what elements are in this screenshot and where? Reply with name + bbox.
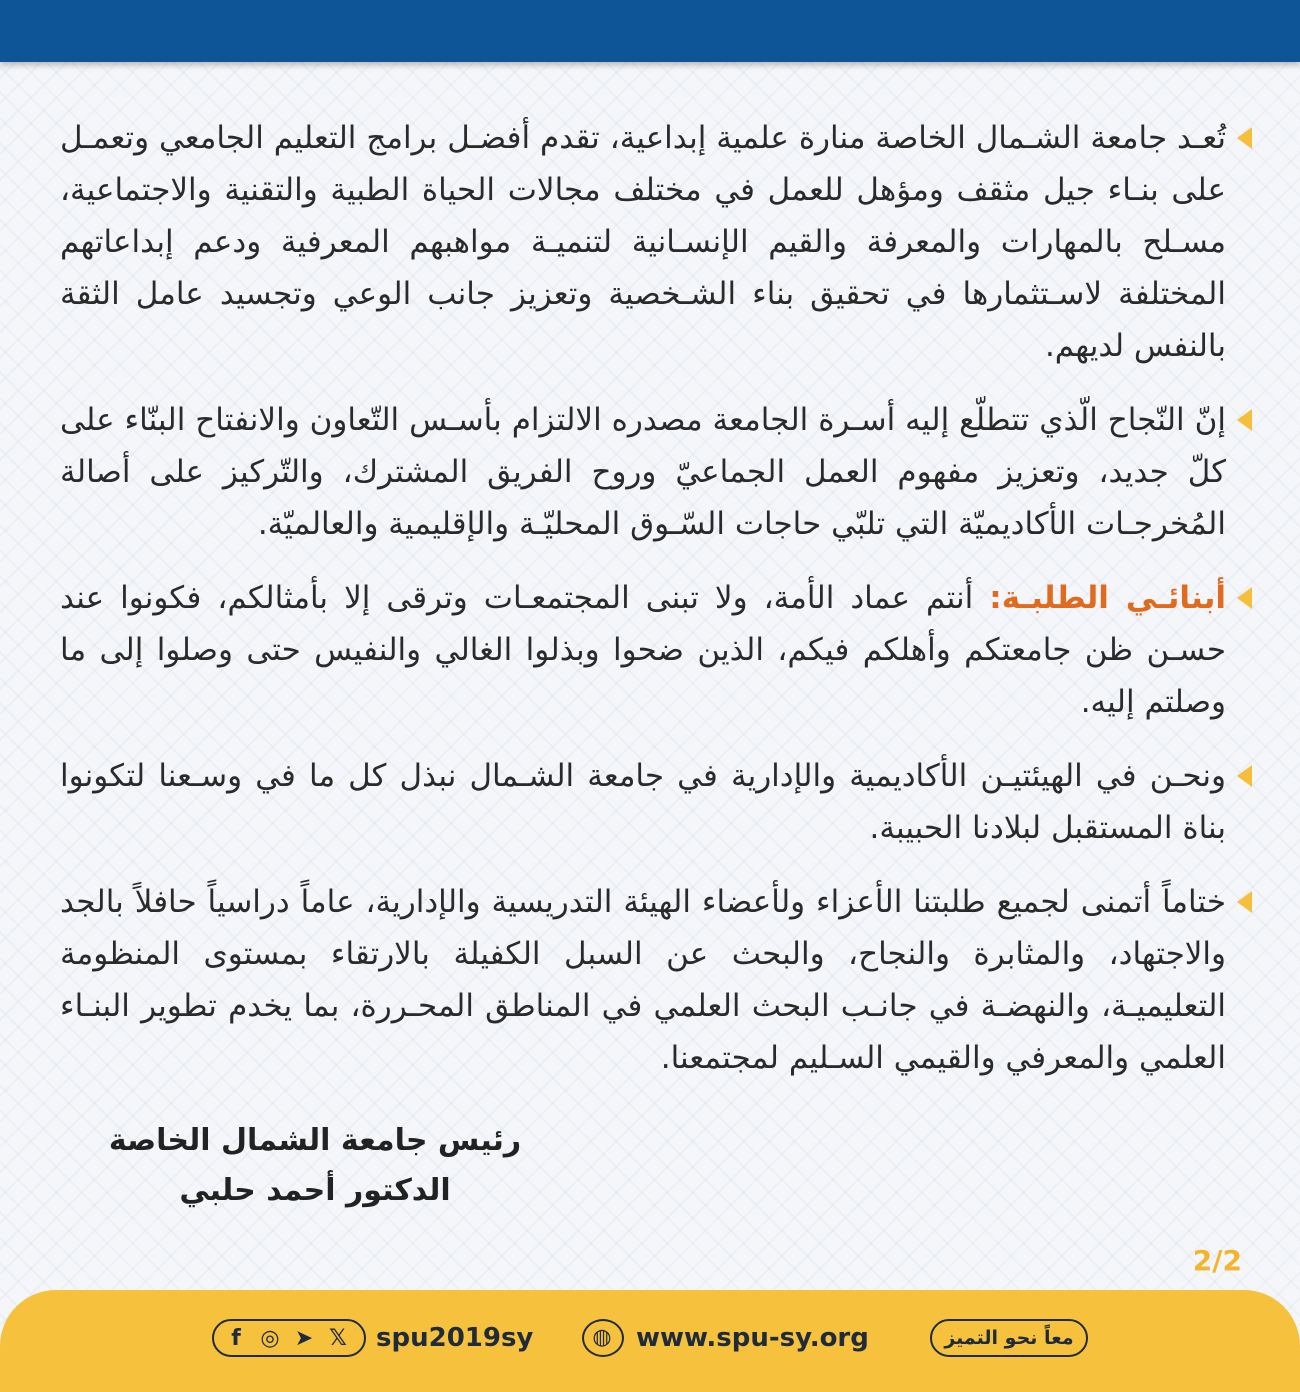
bullet-icon <box>1237 409 1252 431</box>
signature <box>100 1116 530 1216</box>
bullet-icon <box>1237 765 1252 787</box>
website-link[interactable]: www.spu-sy.org <box>636 1323 869 1353</box>
paragraph-text: ونحـن في الهيئتيـن الأكاديمية والإدارية في جامعة الشـمال نبذل كل ما في وسـعنا لتكونوا بناة المستقبل لبلادنا الحبيبة. <box>60 758 1226 846</box>
facebook-icon[interactable]: f <box>231 1326 241 1351</box>
page-number: 2/2 <box>1192 1244 1242 1277</box>
paragraph-3 <box>60 572 1252 728</box>
paragraph-text: أنتم عماد الأمة، ولا تبنى المجتمعـات وترقى إلا بأمثالكم، فكونوا عند حسـن ظن جامعتكم وأهلكم فيكم، الذين ضحوا وبذلوا الغالي والنفيس حتى وصلوا إلى ما وصلتم إليه. <box>60 580 1226 720</box>
signature-title: رئيس جامعة الشمال الخاصة <box>108 1123 522 1158</box>
header-bar <box>0 0 1300 62</box>
social-icons-group <box>212 1319 366 1357</box>
bullet-icon <box>1237 587 1252 609</box>
paragraph-4 <box>60 750 1252 854</box>
instagram-icon[interactable]: ◎ <box>260 1326 280 1351</box>
globe-icon: ◍ <box>592 1325 612 1350</box>
bullet-icon <box>1237 127 1252 149</box>
x-icon[interactable]: 𝕏 <box>329 1326 347 1351</box>
message-body <box>60 112 1252 1106</box>
paragraph-text: ختاماً أتمنى لجميع طلبتنا الأعزاء ولأعضاء الهيئة التدريسية والإدارية، عاماً دراسياً حافلاً بالجد والاجتهاد، والمثابرة والنجاح، والبحث عن السبل الكفيلة بالارتقاء بمستوى المنظومة التعليميـة، والنهضـة في جانـب البحث العلمي في المناطق المحـررة، بما يخدم تطوير البنـاء العلمي والمعرفي والقيمي السـليم لمجتمعنا. <box>60 884 1226 1076</box>
students-address: أبنائـي الطلبـة: <box>989 580 1226 616</box>
signature-name: الدكتور أحمد حلبي <box>179 1173 451 1208</box>
paragraph-5 <box>60 876 1252 1084</box>
slogan-text: معاً نحو التميز <box>944 1327 1074 1349</box>
paragraph-text: إنّ النّجاح الّذي تتطلّع إليه أسـرة الجامعة مصدره الالتزام بأسـس التّعاون والانفتاح البنّاء على كلّ جديد، وتعزيز مفهوم العمل الجماعيّ وروح الفريق المشترك، والتّركيز على أصالة المُخرجـات الأكاديميّة التي تلبّي حاجات السّـوق المحليّـة والإقليمية والعالميّة. <box>60 402 1226 542</box>
bullet-icon <box>1237 891 1252 913</box>
paragraph-text: تُعـد جامعة الشـمال الخاصة منارة علمية إبداعية، تقدم أفضـل برامج التعليم الجامعي وتعمـل على بنـاء جيل مثقف ومؤهل للعمل في مختلف مجالات الحياة الطبية والتقنية والاجتماعية، مسـلح بالمهارات والمعرفة والقيم الإنسـانية لتنميـة مواهبهم المعرفية ودعم إبداعاتهم المختلفة لاسـتثمارها في تحقيق بناء الشـخصية وتعزيز جانب الوعي وتجسيد عامل الثقة بالنفس لديهم. <box>60 120 1226 364</box>
social-handle[interactable]: spu2019sy <box>376 1323 534 1353</box>
globe-icon-ring <box>582 1319 624 1357</box>
paragraph-1 <box>60 112 1252 372</box>
footer-bar <box>0 1290 1300 1392</box>
paragraph-2 <box>60 394 1252 550</box>
telegram-icon[interactable]: ➤ <box>294 1326 314 1351</box>
